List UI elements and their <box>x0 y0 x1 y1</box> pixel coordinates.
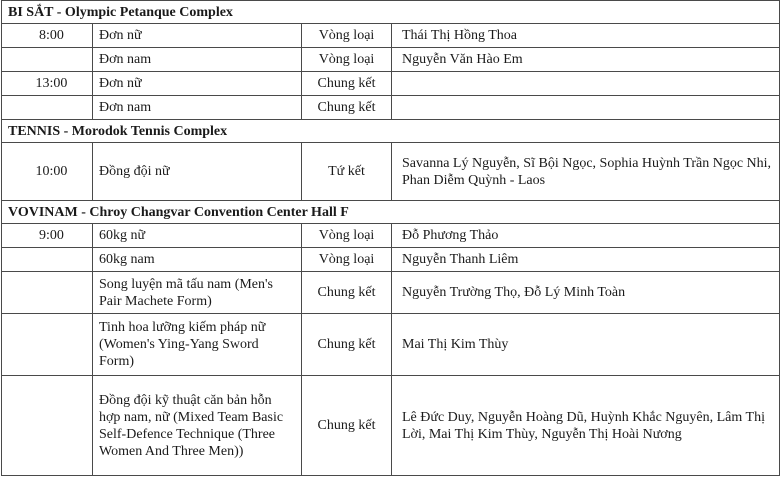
event-cell: Đơn nam <box>93 96 302 120</box>
table-row <box>2 224 780 248</box>
time-cell <box>2 248 93 272</box>
athletes-cell: Lê Đức Duy, Nguyễn Hoàng Dũ, Huỳnh Khắc Nguyên, Lâm Thị Lời, Mai Thị Kim Thùy, Nguyễn Thị Hoài Nương <box>392 376 780 476</box>
time-cell: 9:00 <box>2 224 93 248</box>
section-header <box>2 120 780 143</box>
stage-cell: Chung kết <box>302 72 392 96</box>
stage-cell: Vòng loại <box>302 224 392 248</box>
athletes-cell <box>392 96 780 120</box>
event-cell: Tinh hoa lưỡng kiếm pháp nữ (Women's Ying-Yang Sword Form) <box>93 314 302 376</box>
time-cell: 13:00 <box>2 72 93 96</box>
table-row <box>2 314 780 376</box>
event-cell: Đơn nữ <box>93 72 302 96</box>
section-title: BI SẮT - Olympic Petanque Complex <box>2 1 780 24</box>
section-header <box>2 1 780 24</box>
event-cell: Đơn nữ <box>93 24 302 48</box>
stage-cell: Vòng loại <box>302 248 392 272</box>
table-row <box>2 72 780 96</box>
event-cell: Đơn nam <box>93 48 302 72</box>
athletes-cell: Savanna Lý Nguyễn, Sĩ Bội Ngọc, Sophia Huỳnh Trần Ngọc Nhi, Phan Diễm Quỳnh - Laos <box>392 143 780 201</box>
athletes-cell: Đỗ Phương Thảo <box>392 224 780 248</box>
event-cell: 60kg nam <box>93 248 302 272</box>
time-cell <box>2 48 93 72</box>
stage-cell: Chung kết <box>302 314 392 376</box>
table-row <box>2 248 780 272</box>
stage-cell: Tứ kết <box>302 143 392 201</box>
stage-cell: Chung kết <box>302 96 392 120</box>
athletes-cell: Nguyễn Trường Thọ, Đỗ Lý Minh Toàn <box>392 272 780 314</box>
time-cell <box>2 376 93 476</box>
athletes-cell: Nguyễn Văn Hào Em <box>392 48 780 72</box>
stage-cell: Vòng loại <box>302 24 392 48</box>
stage-cell: Chung kết <box>302 376 392 476</box>
time-cell: 10:00 <box>2 143 93 201</box>
event-cell: Song luyện mã tấu nam (Men's Pair Machete Form) <box>93 272 302 314</box>
time-cell <box>2 96 93 120</box>
time-cell: 8:00 <box>2 24 93 48</box>
event-cell: Đồng đội nữ <box>93 143 302 201</box>
section-title: VOVINAM - Chroy Changvar Convention Center Hall F <box>2 201 780 224</box>
event-cell: 60kg nữ <box>93 224 302 248</box>
stage-cell: Chung kết <box>302 272 392 314</box>
section-header <box>2 201 780 224</box>
athletes-cell: Nguyễn Thanh Liêm <box>392 248 780 272</box>
time-cell <box>2 272 93 314</box>
athletes-cell: Thái Thị Hồng Thoa <box>392 24 780 48</box>
schedule-table <box>1 0 780 476</box>
table-row <box>2 96 780 120</box>
event-cell: Đồng đội kỹ thuật căn bản hỗn hợp nam, nữ (Mixed Team Basic Self-Defence Technique (Three Women And Three Men)) <box>93 376 302 476</box>
stage-cell: Vòng loại <box>302 48 392 72</box>
table-row <box>2 143 780 201</box>
table-row <box>2 272 780 314</box>
table-row <box>2 48 780 72</box>
athletes-cell: Mai Thị Kim Thùy <box>392 314 780 376</box>
athletes-cell <box>392 72 780 96</box>
table-row <box>2 24 780 48</box>
time-cell <box>2 314 93 376</box>
section-title: TENNIS - Morodok Tennis Complex <box>2 120 780 143</box>
table-row <box>2 376 780 476</box>
